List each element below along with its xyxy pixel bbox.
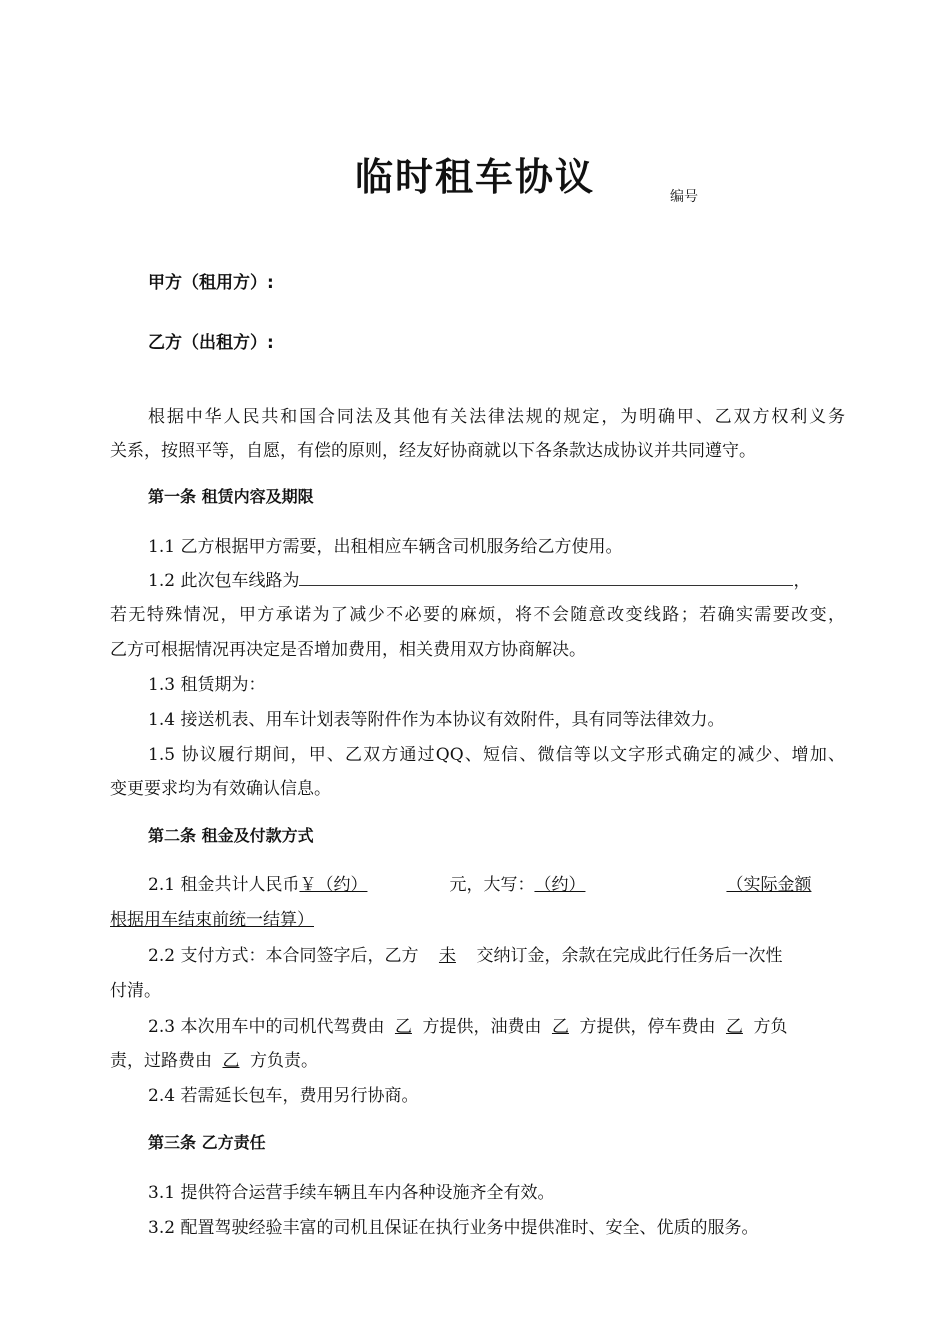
clause-2-1-note: （实际金额 xyxy=(726,875,812,895)
clause-1-2-line-3: 乙方可根据情况再决定是否增加费用，相关费用双方协商解决。 xyxy=(110,640,586,660)
clause-2-2-line-2: 付清。 xyxy=(110,981,161,1001)
document-title: 临时租车协议 xyxy=(354,155,595,199)
clause-1-3: 1.3 租赁期为： xyxy=(148,675,266,695)
clause-2-3-text: 2.3 本次用车中的司机代驾费由 xyxy=(148,1017,385,1037)
clause-1-1: 1.1 乙方根据甲方需要，出租相应车辆含司机服务给乙方使用。 xyxy=(148,537,623,557)
clause-2-1-text: 2.1 租金共计人民币 xyxy=(148,875,300,895)
clause-1-5-line-1: 1.5 协议履行期间，甲、乙双方通过QQ、短信、微信等以文字形式确定的减少、增加、 xyxy=(148,745,845,765)
clause-3-2: 3.2 配置驾驶经验丰富的司机且保证在执行业务中提供准时、安全、优质的服务。 xyxy=(148,1218,759,1238)
clause-2-3-tail: 方负 xyxy=(753,1017,788,1037)
clause-1-4: 1.4 接送机表、用车计划表等附件作为本协议有效附件，具有同等法律效力。 xyxy=(148,710,725,730)
article-3-heading: 第三条 乙方责任 xyxy=(148,1133,266,1152)
clause-2-2-rest: 交纳订金，余款在完成此行任务后一次性 xyxy=(476,946,783,966)
clause-2-3-parking-label: 方提供，停车费由 xyxy=(579,1017,716,1037)
driver-fee-party-field[interactable]: 乙 xyxy=(394,1017,412,1037)
rent-amount-upper-field[interactable]: （约） xyxy=(534,875,586,895)
clause-1-2-line-1 xyxy=(148,566,845,591)
clause-2-1-line-1 xyxy=(148,870,845,895)
clause-1-2-line-2: 若无特殊情况，甲方承诺为了减少不必要的麻烦，将不会随意改变线路；若确实需要改变， xyxy=(110,605,845,625)
article-1-heading: 第一条 租赁内容及期限 xyxy=(148,487,314,506)
deposit-field[interactable]: 未 xyxy=(438,946,456,966)
party-b-line: 乙方（出租方）: xyxy=(148,333,274,353)
clause-2-3-line-1 xyxy=(148,1012,845,1037)
preamble-line-2: 关系，按照平等，自愿，有偿的原则，经友好协商就以下各条款达成协议并共同遵守。 xyxy=(110,441,756,461)
fuel-fee-party-field[interactable]: 乙 xyxy=(551,1017,569,1037)
clause-2-3-toll-label: 责，过路费由 xyxy=(110,1051,212,1071)
toll-fee-party-field[interactable]: 乙 xyxy=(222,1051,240,1071)
party-a-line: 甲方（租用方）: xyxy=(148,273,274,293)
clause-2-1-upper-label: 元，大写： xyxy=(449,875,535,895)
clause-2-2-text: 2.2 支付方式：本合同签字后，乙方 xyxy=(148,946,419,966)
article-2-heading: 第二条 租金及付款方式 xyxy=(148,826,314,845)
rent-amount-field[interactable]: ￥（约） xyxy=(299,875,368,895)
clause-2-3-end: 方负责。 xyxy=(250,1051,318,1071)
clause-2-3-line-2 xyxy=(110,1046,845,1071)
clause-2-1-line-2: 根据用车结束前统一结算） xyxy=(110,910,314,930)
clause-3-1: 3.1 提供符合运营手续车辆且车内各种设施齐全有效。 xyxy=(148,1183,555,1203)
clause-1-2-comma: ， xyxy=(793,571,811,591)
clause-1-2-text: 1.2 此次包车线路为 xyxy=(148,571,300,591)
preamble-line-1: 根据中华人民共和国合同法及其他有关法律法规的规定，为明确甲、乙双方权利义务 xyxy=(148,407,845,427)
clause-2-4: 2.4 若需延长包车，费用另行协商。 xyxy=(148,1086,419,1106)
serial-number-label: 编号 xyxy=(670,189,698,205)
clause-2-3-fuel-label: 方提供，油费由 xyxy=(422,1017,542,1037)
route-blank[interactable] xyxy=(299,567,793,586)
clause-1-5-line-2: 变更要求均为有效确认信息。 xyxy=(110,779,331,799)
parking-fee-party-field[interactable]: 乙 xyxy=(725,1017,743,1037)
clause-2-2-line-1 xyxy=(148,941,845,966)
